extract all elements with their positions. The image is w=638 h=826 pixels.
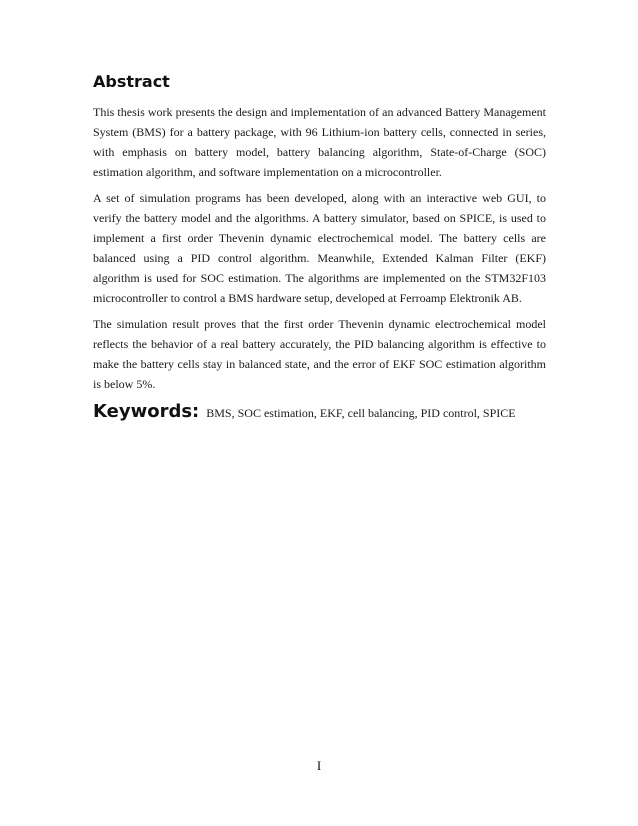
abstract-paragraph-1: This thesis work presents the design and implementation of an advanced Battery Management System (BMS) for a battery package, with 96 Lithium-ion battery cells, connected in series, with emphasis on battery model, battery balancing algorithm, State-of-Charge (SOC) estimation algorithm, and software implementation on a microcontroller. [93, 105, 546, 179]
abstract-paragraph-2: A set of simulation programs has been developed, along with an interactive web GUI, to verify the battery model and the algorithms. A battery simulator, based on SPICE, is used to implement a first order Thevenin dynamic electrochemical model. The battery cells are balanced using a PID control algorithm. Meanwhile, Extended Kalman Filter (EKF) algorithm is used for SOC estimation. The algorithms are implemented on the STM32F103 microcontroller to control a BMS hardware setup, developed at Ferroamp Elektronik AB. [93, 191, 546, 305]
abstract-paragraph-3: The simulation result proves that the first order Thevenin dynamic electrochemical model reflects the behavior of a real battery accurately, the PID balancing algorithm is effective to make the battery cells stay in balanced state, and the error of EKF SOC estimation algorithm is below 5%. [93, 317, 546, 391]
abstract-heading: Abstract [93, 72, 170, 91]
keywords-text: BMS, SOC estimation, EKF, cell balancing, PID control, SPICE [206, 406, 516, 420]
keywords-line [93, 400, 546, 425]
keywords-label: Keywords: [93, 401, 200, 422]
abstract-section [93, 72, 546, 425]
page-number: I [316, 758, 322, 773]
